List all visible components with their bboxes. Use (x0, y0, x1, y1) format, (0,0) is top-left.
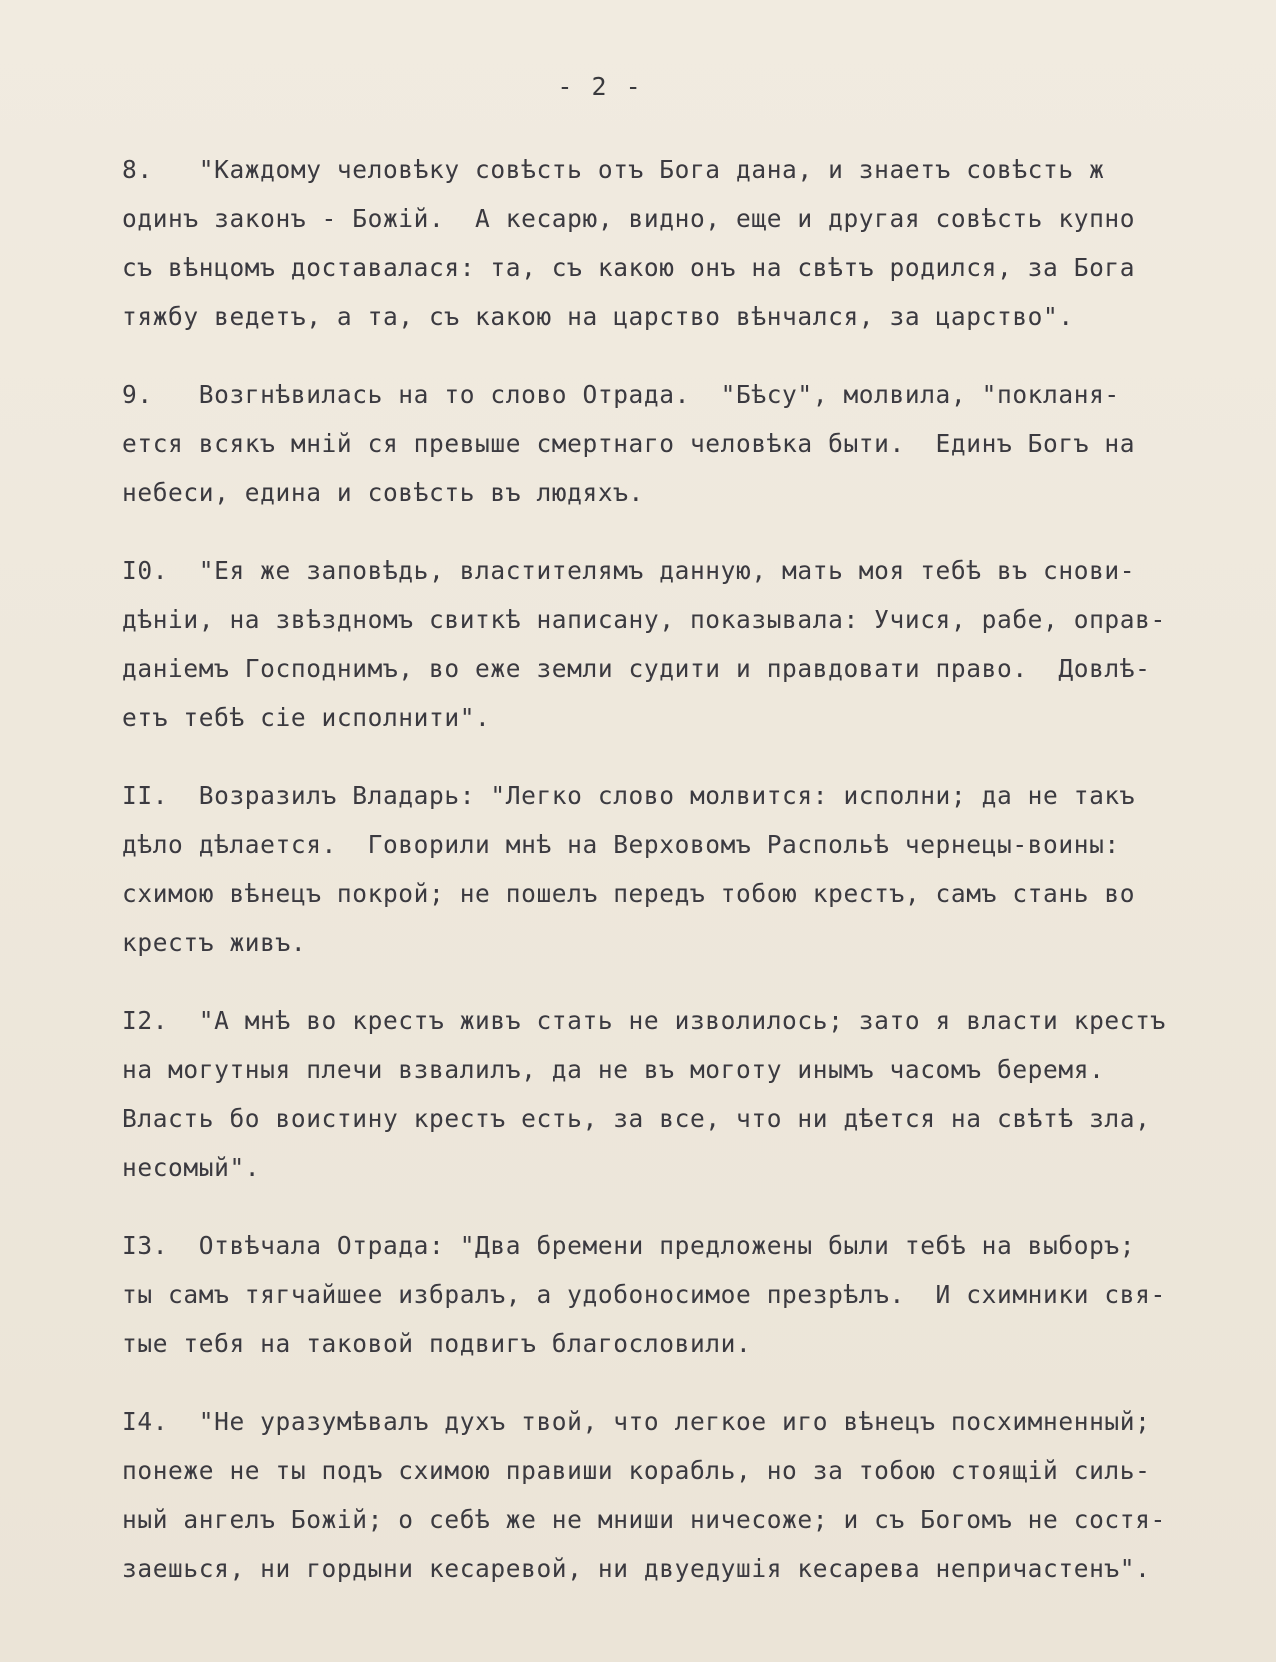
page-body (122, 145, 1232, 1593)
text-line: етъ тебѣ сіе исполнити". (122, 703, 491, 732)
paragraph-9 (122, 370, 1232, 517)
paragraph-8 (122, 145, 1232, 341)
text-line: даніемъ Господнимъ, во еже земли судити и правдовати право. Довлѣ- (122, 654, 1151, 683)
text-line: тые тебя на таковой подвигъ благословили. (122, 1329, 752, 1358)
text-line: I0. "Ея же заповѣдь, властителямъ данную, мать моя тебѣ въ снови- (122, 556, 1136, 585)
paragraph-gap (122, 742, 1232, 771)
text-line: дѣло дѣлается. Говорили мнѣ на Верховомъ Распольѣ чернецы-воины: (122, 830, 1120, 859)
paragraph-14 (122, 1397, 1232, 1593)
text-line: 9. Возгнѣвилась на то слово Отрада. "Бѣсу", молвила, "покланя- (122, 380, 1120, 409)
text-line: 8. "Каждому человѣку совѣсть отъ Бога дана, и знаетъ совѣсть ж (122, 155, 1105, 184)
text-line: небеси, едина и совѣсть въ людяхъ. (122, 478, 644, 507)
paragraph-gap (122, 1368, 1232, 1397)
paragraph-gap (122, 341, 1232, 370)
text-line: ный ангелъ Божій; о себѣ же не мниши ничесоже; и съ Богомъ не состя- (122, 1505, 1166, 1534)
text-line: ется всякъ мнiй ся превыше смертнаго человѣка быти. Единъ Богъ на (122, 429, 1136, 458)
paragraph-10 (122, 546, 1232, 742)
text-line: I3. Отвѣчала Отрада: "Два бремени предложены были тебѣ на выборъ; (122, 1231, 1136, 1260)
paragraph-11 (122, 771, 1232, 967)
text-line: заешься, ни гордыни кесаревой, ни двуедушія кесарева непричастенъ". (122, 1554, 1151, 1583)
text-line: тяжбу ведетъ, а та, съ какою на царство вѣнчался, за царство". (122, 302, 1074, 331)
text-line: схимою вѣнецъ покрой; не пошелъ передъ тобою крестъ, самъ стань во (122, 879, 1136, 908)
text-line: дѣніи, на звѣздномъ свиткѣ написану, показывала: Учися, рабе, оправ- (122, 605, 1166, 634)
text-line: ты самъ тягчайшее избралъ, а удобоносимое презрѣлъ. И схимники свя- (122, 1280, 1166, 1309)
paragraph-12 (122, 996, 1232, 1192)
paragraph-gap (122, 1192, 1232, 1221)
paragraph-13 (122, 1221, 1232, 1368)
text-line: I2. "А мнѣ во крестъ живъ стать не изволилось; зато я власти крестъ (122, 1006, 1166, 1035)
text-line: крестъ живъ. (122, 928, 307, 957)
text-line: несомый". (122, 1153, 261, 1182)
text-line: съ вѣнцомъ доставалася: та, съ какою онъ на свѣтъ родился, за Бога (122, 253, 1136, 282)
text-line: I4. "Не уразумѣвалъ духъ твой, что легкое иго вѣнецъ посхимненный; (122, 1407, 1151, 1436)
text-line: на могутныя плечи взвалилъ, да не въ моготу инымъ часомъ беремя. (122, 1055, 1105, 1084)
paragraph-gap (122, 517, 1232, 546)
page-number: - 2 - (557, 72, 643, 101)
paragraph-gap (122, 967, 1232, 996)
text-line: II. Возразилъ Владарь: "Легко слово молвится: исполни; да не такъ (122, 781, 1136, 810)
text-line: одинъ законъ - Божій. А кесарю, видно, еще и другая совѣсть купно (122, 204, 1136, 233)
text-line: понеже не ты подъ схимою правиши корабль, но за тобою стоящій силь- (122, 1456, 1151, 1485)
text-line: Власть бо воистину крестъ есть, за все, что ни дѣется на свѣтѣ зла, (122, 1104, 1151, 1133)
